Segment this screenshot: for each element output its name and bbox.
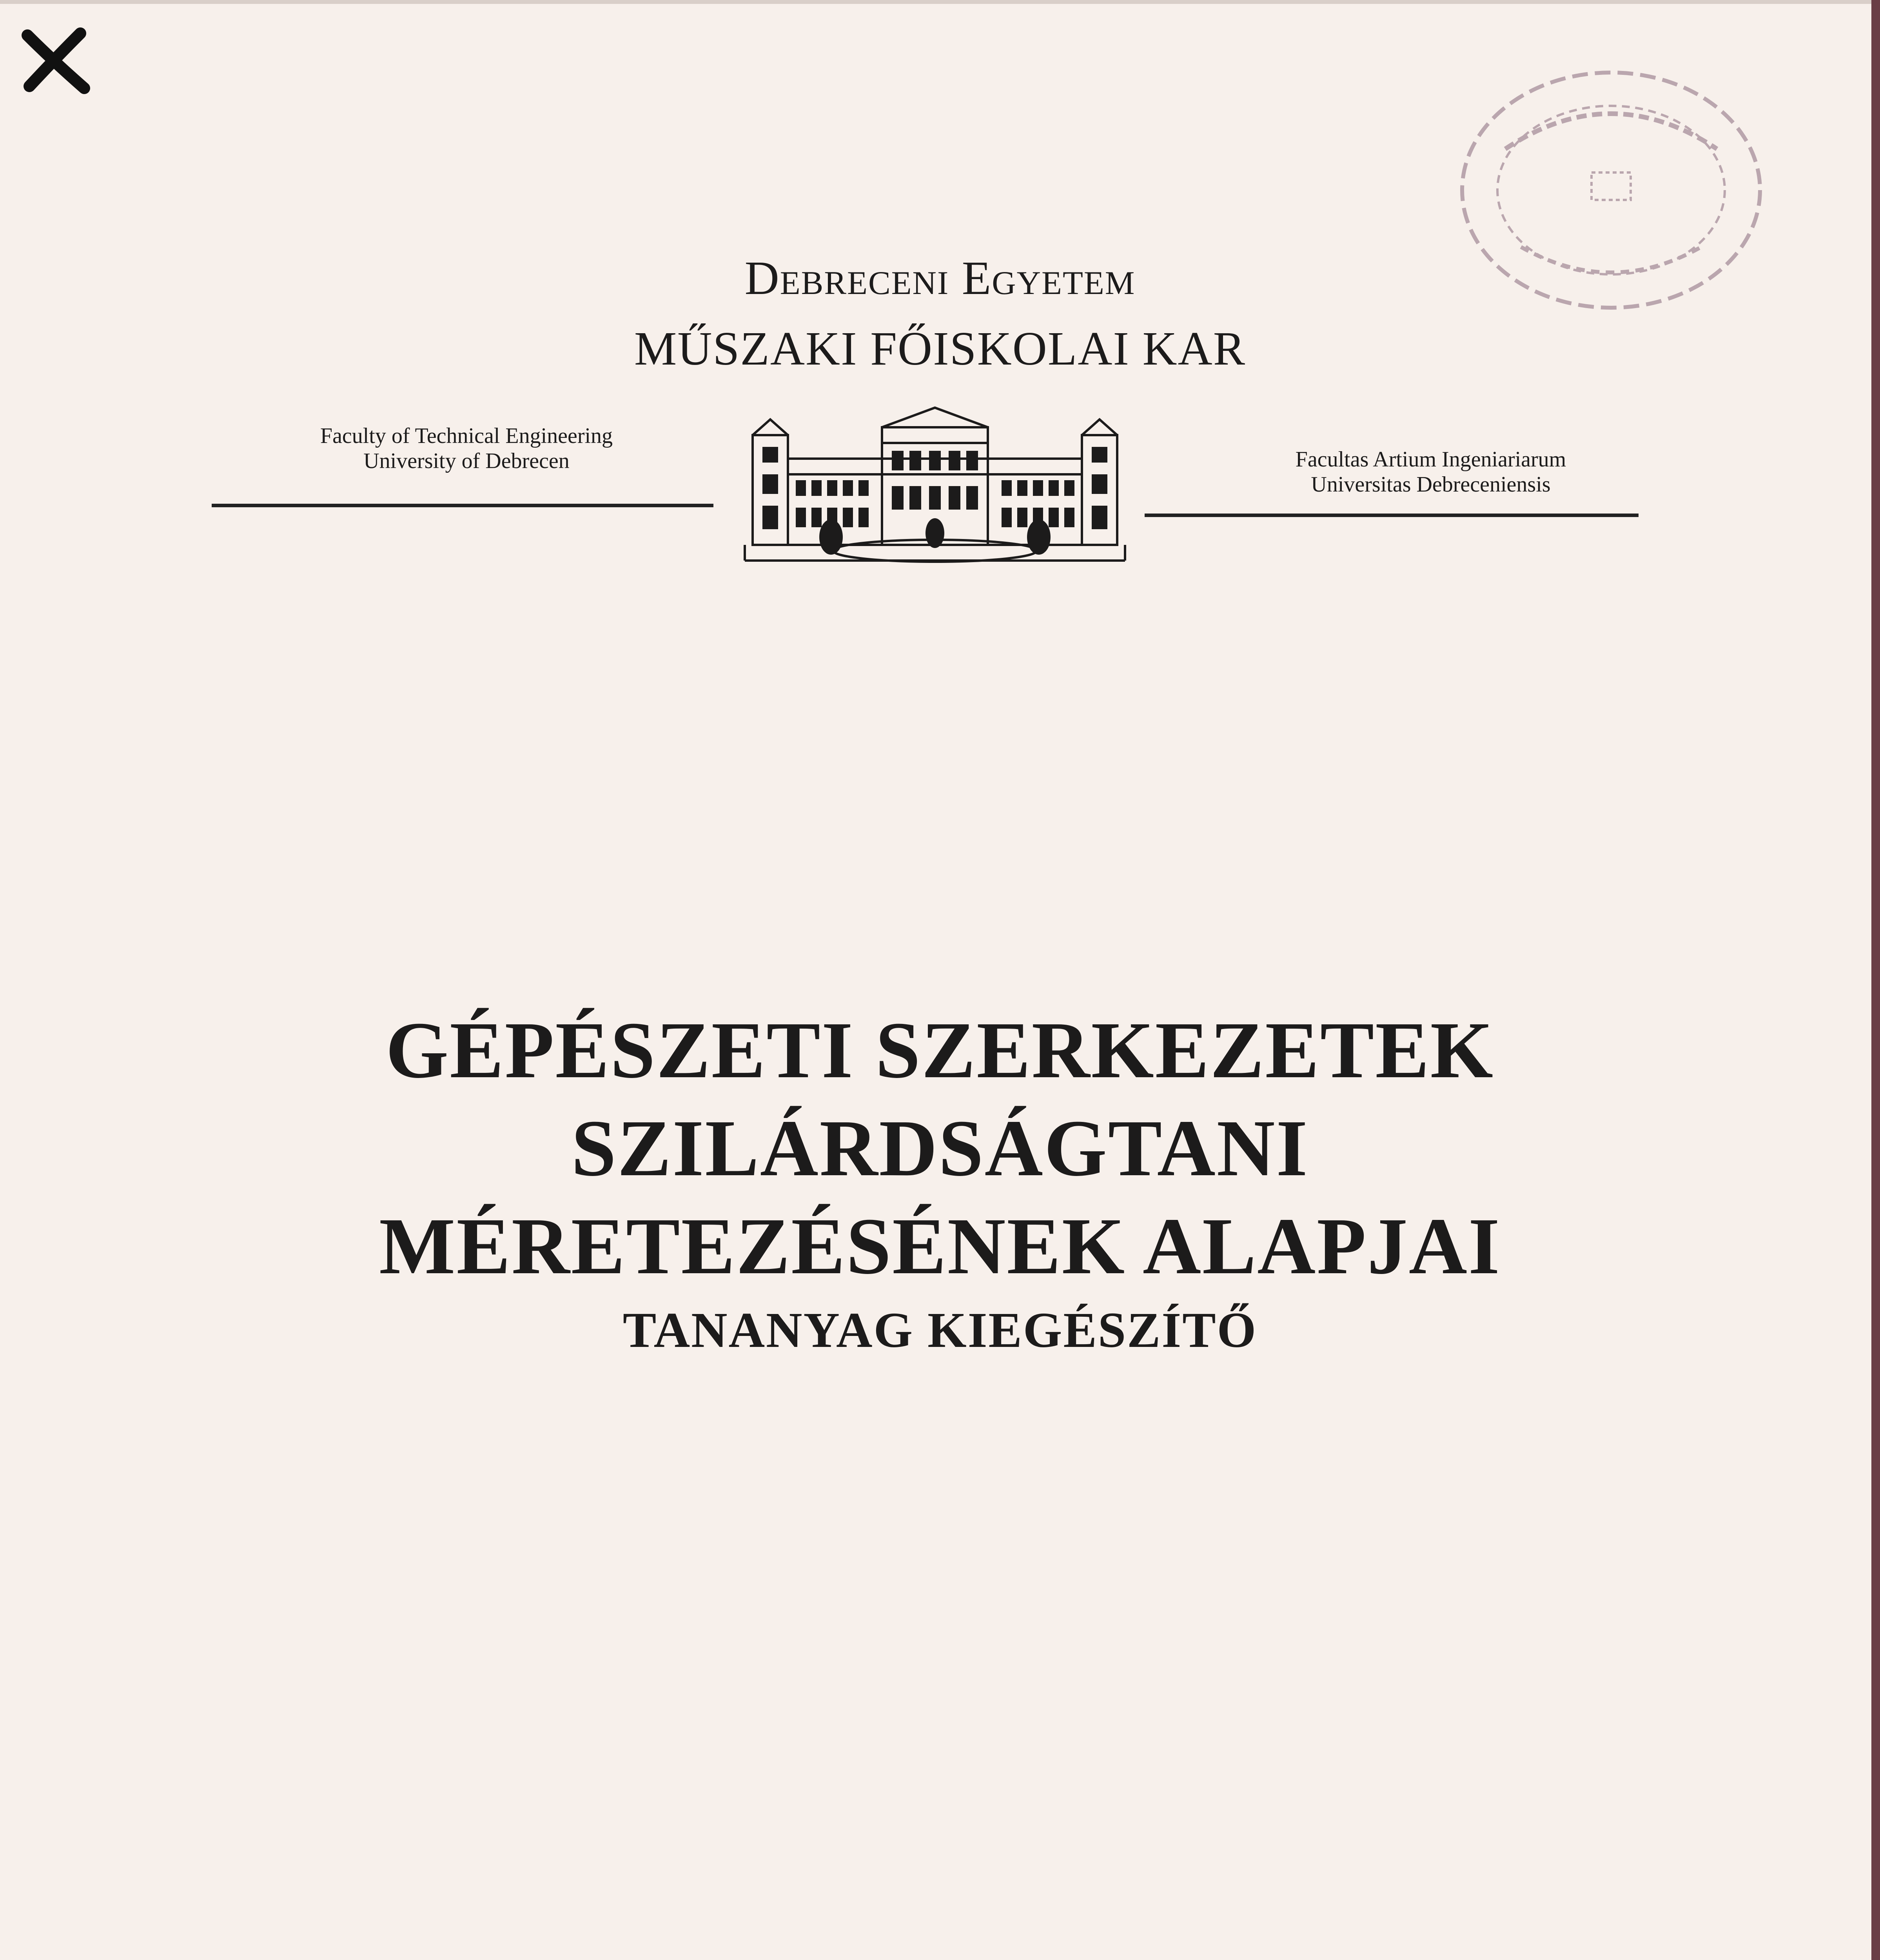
- faculty-latin-line1: Facultas Artium Ingeniariarum: [1295, 447, 1566, 472]
- faculty-english: [251, 423, 682, 474]
- university-name: [0, 251, 1880, 306]
- university-building-icon: [741, 404, 1129, 568]
- title-line-3: MÉRETEZÉSÉNEK ALAPJAI: [379, 1201, 1501, 1291]
- faculty-english-line2: University of Debrecen: [363, 449, 570, 473]
- header-rule-left: [212, 504, 713, 507]
- university-name-text: Debreceni Egyetem: [744, 252, 1136, 305]
- header-rule-right: [1145, 514, 1639, 517]
- title-line-1: GÉPÉSZETI SZERKEZETEK: [386, 1005, 1494, 1095]
- faculty-name: MŰSZAKI FŐISKOLAI KAR: [634, 322, 1246, 375]
- faculty-latin: [1215, 447, 1646, 497]
- subtitle: TANANYAG KIEGÉSZÍTŐ: [622, 1302, 1258, 1358]
- title-line-2: SZILÁRDSÁGTANI: [571, 1103, 1309, 1193]
- handwritten-x-mark-icon: [16, 20, 94, 98]
- faculty-english-line1: Faculty of Technical Engineering: [320, 424, 613, 448]
- faculty-latin-line2: Universitas Debreceniensis: [1311, 472, 1551, 497]
- page-top-edge: [0, 0, 1880, 4]
